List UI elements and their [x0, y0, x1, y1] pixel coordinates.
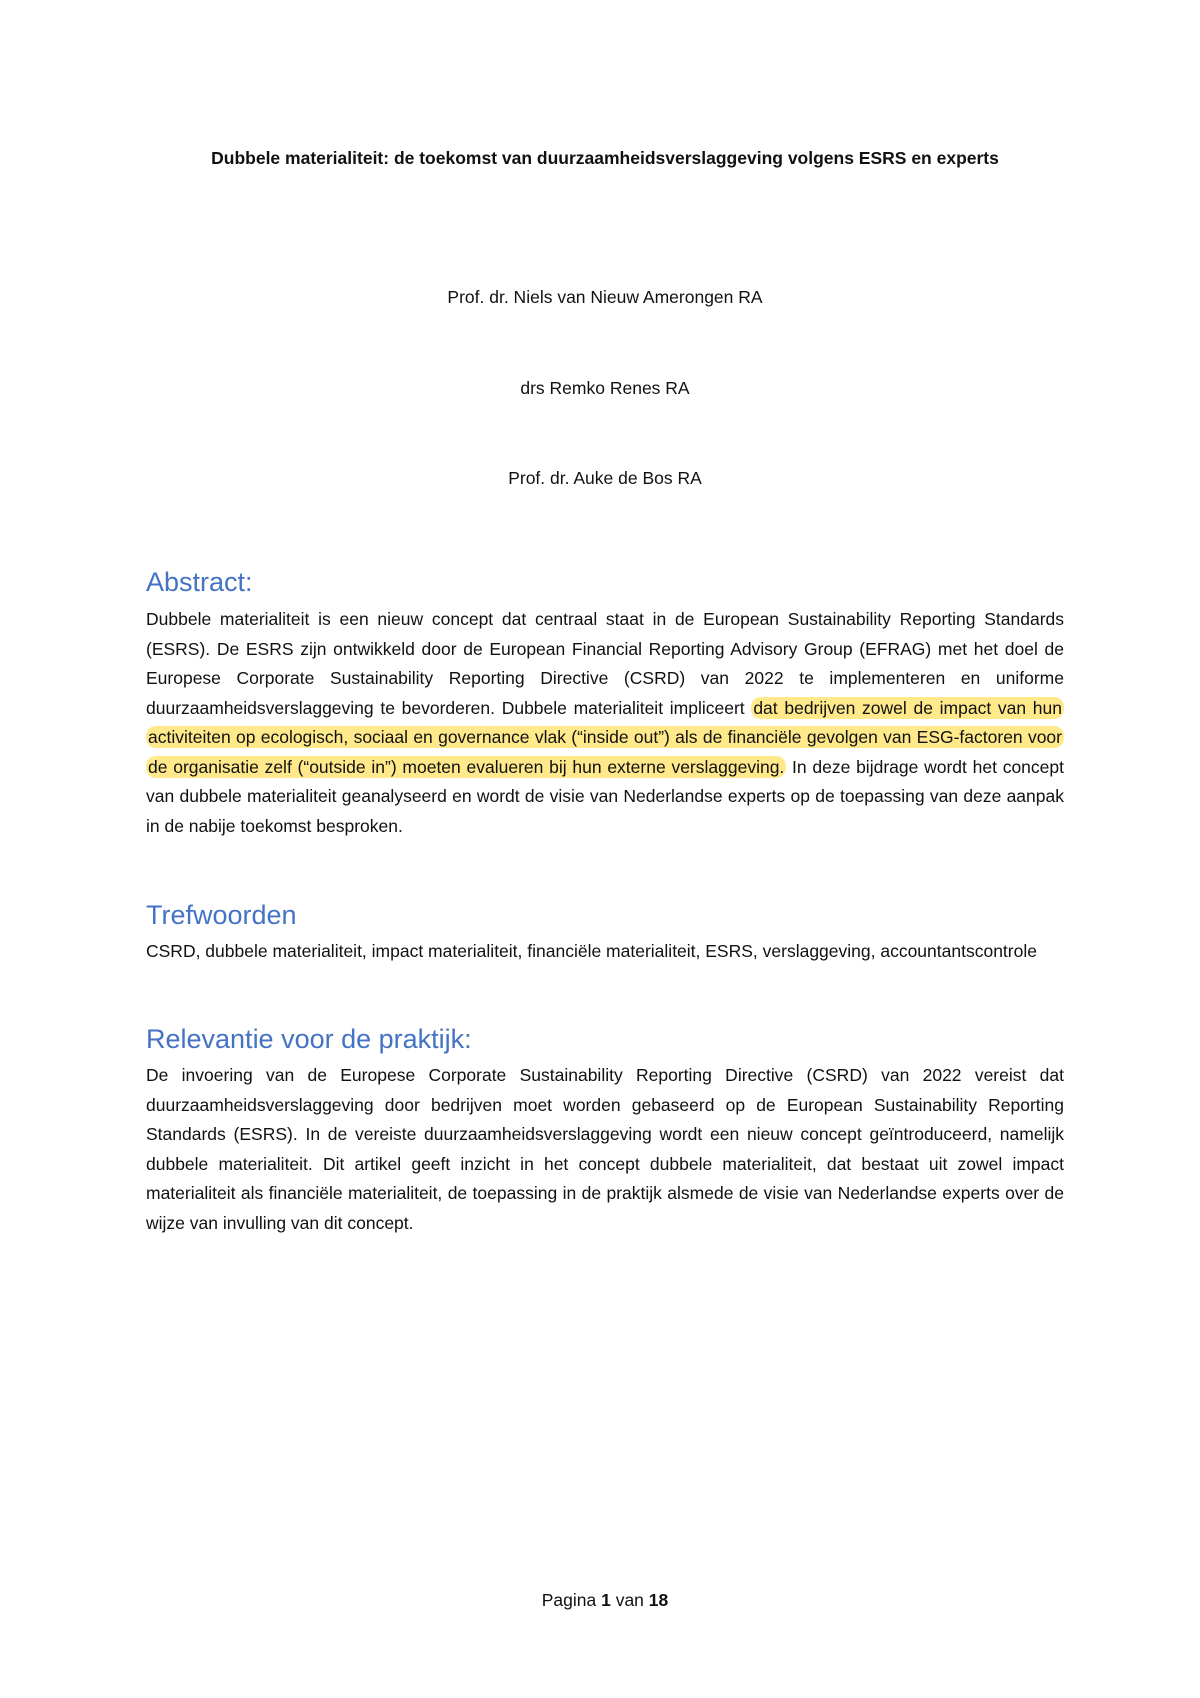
relevance-paragraph: De invoering van de Europese Corporate Sustainability Reporting Directive (CSRD) van 2022 vereist dat duurzaamheidsverslaggeving door bedrijven moet worden gebaseerd op de European Sustainability Reporting Standards (ESRS). In de vereiste duurzaamheidsverslaggeving wordt een nieuw concept geïntroduceerd, namelijk dubbele materialiteit. Dit artikel geeft inzicht in het concept dubbele materialiteit, dat bestaat uit zowel impact materialiteit als financiële materialiteit, de toepassing in de praktijk alsmede de visie van Nederlandse experts over de wijze van invulling van dit concept.	[146, 1065, 1064, 1233]
footer-current-page: 1	[601, 1590, 611, 1610]
abstract-text-after: In deze bijdrage wordt het concept van dubbele materialiteit geanalyseerd en wordt de visie van Nederlandse experts op de toepassing van deze aanpak in de nabije toekomst besproken.	[146, 756, 1064, 836]
author-2: drs Remko Renes RA	[520, 378, 690, 398]
footer-middle: van	[610, 1590, 649, 1610]
abstract-paragraph	[146, 605, 1064, 841]
document-title: Dubbele materialiteit: de toekomst van duurzaamheidsverslaggeving volgens ESRS en experts	[211, 148, 999, 168]
page-footer	[146, 1589, 1064, 1611]
author-3: Prof. dr. Auke de Bos RA	[508, 468, 702, 488]
abstract-highlighted-text: dat bedrijven zowel de impact van hun activiteiten op ecologisch, sociaal en governance vlak (“inside out”) als de financiële gevolgen van ESG-factoren voor de organisatie zelf (“outside in”) moeten evalueren bij hun externe verslaggeving.	[148, 697, 1062, 777]
footer-total-pages: 18	[648, 1590, 669, 1610]
footer-prefix: Pagina	[541, 1590, 602, 1610]
keywords-paragraph: CSRD, dubbele materialiteit, impact materialiteit, financiële materialiteit, ESRS, verslaggeving, accountantscontrole	[146, 941, 1037, 961]
relevance-heading: Relevantie voor de praktijk:	[146, 1024, 472, 1054]
keywords-heading: Trefwoorden	[146, 900, 297, 930]
author-1: Prof. dr. Niels van Nieuw Amerongen RA	[447, 287, 763, 307]
abstract-heading: Abstract:	[146, 567, 253, 597]
abstract-text-before: Dubbele materialiteit is een nieuw concept dat centraal staat in de European Sustainability Reporting Standards (ESRS). De ESRS zijn ontwikkeld door de European Financial Reporting Advisory Group (EFRAG) met het doel de Europese Corporate Sustainability Reporting Directive (CSRD) van 2022 te implementeren en uniforme duurzaamheidsverslaggeving te bevorderen. Dubbele materialiteit impliceert	[146, 609, 1064, 718]
